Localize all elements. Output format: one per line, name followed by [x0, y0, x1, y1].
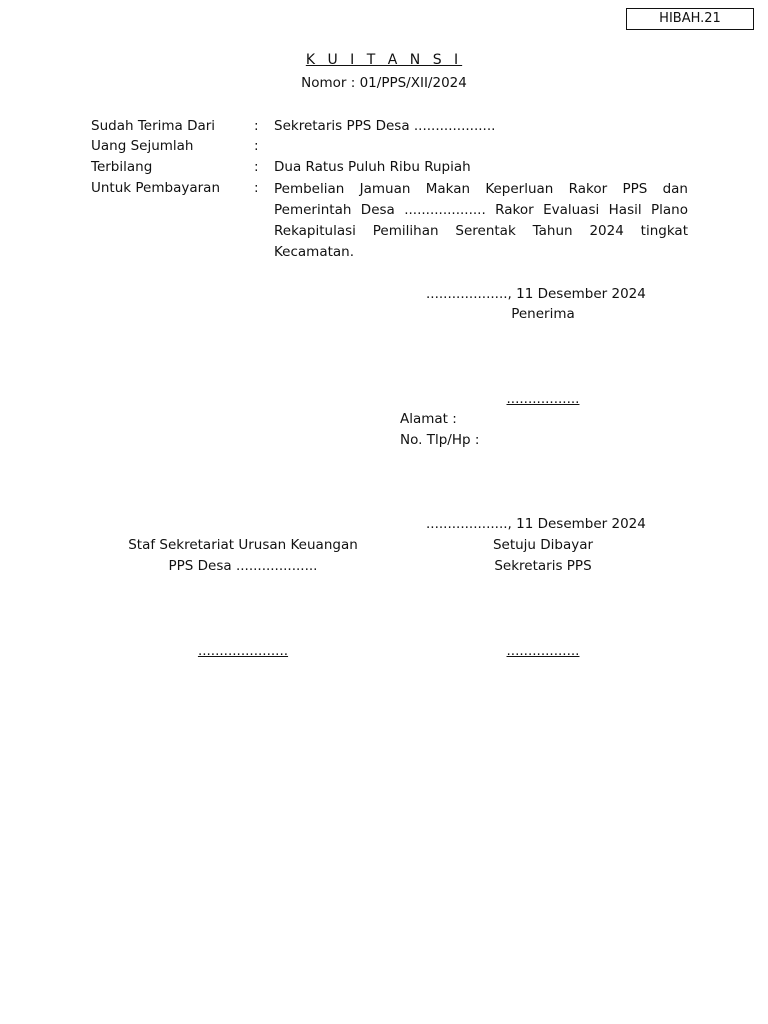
field-colon: :	[254, 159, 259, 175]
field-label-purpose: Untuk Pembayaran	[91, 180, 220, 196]
field-value-purpose: Pembelian Jamuan Makan Keperluan Rakor PPS dan Pemerintah Desa ................... Rakor Evaluasi Hasil Plano Rekapitulasi Pemilihan Serentak Tahun 2024 tingkat Kecamatan.	[274, 181, 688, 260]
phone-label: No. Tlp/Hp :	[400, 432, 480, 448]
secretary-title: Sekretaris PPS	[494, 558, 592, 574]
field-label-received-from: Sudah Terima Dari	[91, 118, 216, 134]
document-title: K U I T A N S I	[305, 52, 463, 68]
address-label: Alamat :	[400, 411, 457, 427]
approval-title: Setuju Dibayar	[492, 537, 594, 553]
document-number: Nomor : 01/PPS/XII/2024	[301, 75, 467, 91]
receiver-title: Penerima	[511, 306, 575, 322]
field-colon: :	[254, 138, 259, 154]
field-colon: :	[254, 180, 259, 196]
form-code-box: HIBAH.21	[626, 8, 754, 30]
finance-staff-title: Staf Sekretariat Urusan Keuangan	[128, 537, 358, 553]
field-colon: :	[254, 118, 259, 134]
receiver-date: ..................., 11 Desember 2024	[426, 286, 646, 302]
field-value-received-from: Sekretaris PPS Desa ...................	[274, 118, 496, 134]
secretary-signature-line: .................	[506, 643, 580, 659]
approval-date: ..................., 11 Desember 2024	[426, 516, 646, 532]
finance-staff-signature-line: .....................	[197, 643, 289, 659]
field-value-in-words: Dua Ratus Puluh Ribu Rupiah	[274, 159, 471, 175]
finance-staff-village: PPS Desa ...................	[168, 558, 318, 574]
field-label-amount: Uang Sejumlah	[91, 138, 194, 154]
receiver-signature-line: .................	[506, 391, 580, 407]
field-label-in-words: Terbilang	[91, 159, 153, 175]
